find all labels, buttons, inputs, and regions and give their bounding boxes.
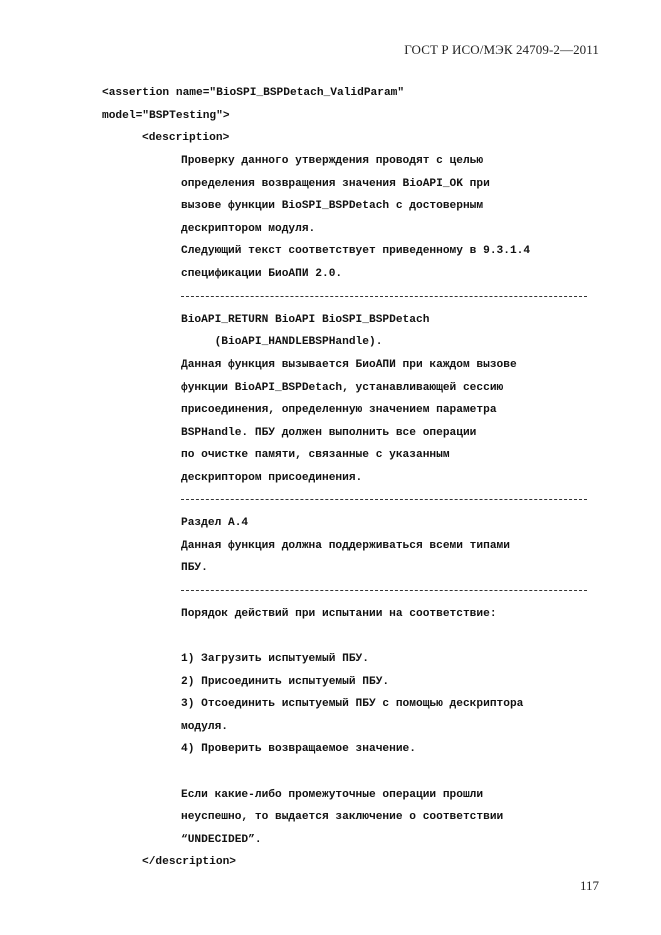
reference-line: спецификации БиоАПИ 2.0. (181, 268, 343, 280)
assertion-model-line: model="BSPTesting"> (102, 110, 230, 122)
conclusion-line: неуспешно, то выдается заключение о соответствии (181, 811, 504, 823)
function-text-line: BSPHandle. ПБУ должен выполнить все операции (181, 427, 477, 439)
support-line: Данная функция должна поддерживаться всеми типами (181, 540, 510, 552)
description-open-tag: <description> (142, 132, 230, 144)
support-line: ПБУ. (181, 562, 208, 574)
function-text-line: по очистке памяти, связанные с указанным (181, 449, 450, 461)
dashed-separator (181, 296, 587, 297)
section-reference: Раздел А.4 (181, 517, 249, 529)
conclusion-line: Если какие-либо промежуточные операции прошли (181, 789, 484, 801)
procedure-step: 3) Отсоединить испытуемый ПБУ с помощью дескриптора (181, 698, 524, 710)
dashed-separator (181, 499, 587, 500)
procedure-step: 4) Проверить возвращаемое значение. (181, 743, 416, 755)
signature-line: BioAPI_RETURN BioAPI BioSPI_BSPDetach (181, 314, 430, 326)
procedure-step: модуля. (181, 721, 228, 733)
function-text-line: функции BioAPI_BSPDetach, устанавливающей сессию (181, 382, 504, 394)
document-standard-header: ГОСТ Р ИСО/МЭК 24709-2—2011 (404, 42, 599, 57)
function-text-line: присоединения, определенную значением параметра (181, 404, 497, 416)
purpose-line: вызове функции BioSPI_BSPDetach с достоверным (181, 200, 484, 212)
reference-line: Следующий текст соответствует приведенному в 9.3.1.4 (181, 245, 531, 257)
purpose-line: Проверку данного утверждения проводят с целью (181, 155, 484, 167)
dashed-separator (181, 590, 587, 591)
purpose-line: определения возвращения значения BioAPI_OK при (181, 178, 490, 190)
function-text-line: Данная функция вызывается БиоАПИ при каждом вызове (181, 359, 517, 371)
description-close-tag: </description> (142, 856, 236, 868)
assertion-open-line: <assertion name="BioSPI_BSPDetach_ValidParam" (102, 87, 405, 99)
function-text-line: дескриптором присоединения. (181, 472, 363, 484)
page-number: 117 (579, 878, 599, 893)
conclusion-line: “UNDECIDED”. (181, 834, 262, 846)
signature-line: (BioAPI_HANDLEBSPHandle). (181, 336, 383, 348)
procedure-title: Порядок действий при испытании на соответствие: (181, 608, 497, 620)
procedure-step: 1) Загрузить испытуемый ПБУ. (181, 653, 369, 665)
procedure-step: 2) Присоединить испытуемый ПБУ. (181, 676, 390, 688)
purpose-line: дескриптором модуля. (181, 223, 316, 235)
